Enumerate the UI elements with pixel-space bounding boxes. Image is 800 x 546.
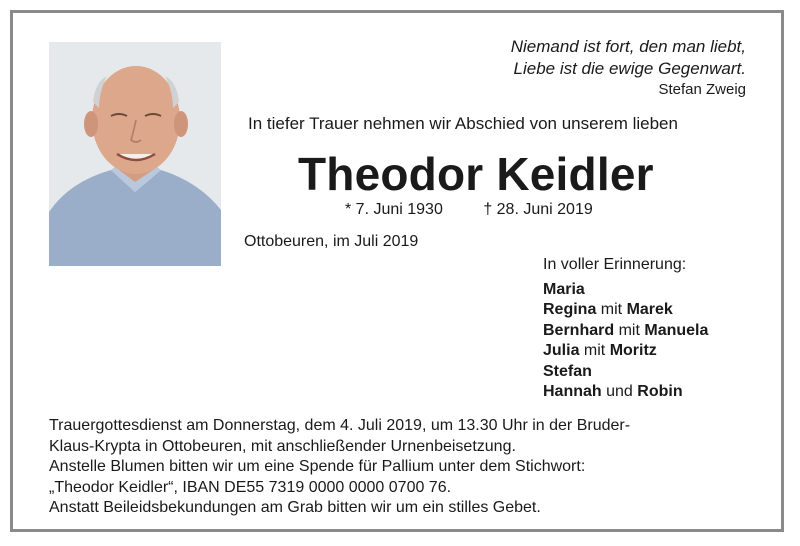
portrait-illustration: [49, 42, 221, 266]
service-line: Anstatt Beileidsbekundungen am Grab bitten wir um ein stilles Gebet.: [49, 499, 541, 516]
family-member: Hannah und Robin: [543, 383, 683, 400]
deceased-name: Theodor Keidler: [298, 148, 654, 200]
place-date: Ottobeuren, im Juli 2019: [244, 233, 419, 250]
family-member: Bernhard mit Manuela: [543, 321, 709, 339]
life-dates: [345, 201, 593, 219]
quote-block: [511, 36, 746, 100]
service-line: „Theodor Keidler“, IBAN DE55 7319 0000 0000 0700 76.: [49, 478, 452, 496]
service-line: Anstelle Blumen bitten wir um eine Spende für Pallium unter dem Stichwort:: [49, 458, 586, 475]
quote-author: Stefan Zweig: [658, 81, 746, 98]
family-heading: In voller Erinnerung:: [543, 256, 687, 273]
death-date: † 28. Juni 2019: [483, 201, 593, 218]
service-info: [49, 416, 749, 519]
quote-line-2: Liebe ist die ewige Gegenwart.: [513, 59, 746, 78]
family-block: [543, 255, 708, 403]
portrait-photo: [49, 42, 221, 266]
intro-text: In tiefer Trauer nehmen wir Abschied von unserem lieben: [248, 114, 678, 133]
family-member: Maria: [543, 280, 585, 298]
quote-line-1: Niemand ist fort, den man liebt,: [510, 37, 746, 56]
service-line: Trauergottesdienst am Donnerstag, dem 4. Juli 2019, um 13.30 Uhr in der Bruder-: [49, 417, 631, 434]
family-member: Stefan: [543, 362, 592, 380]
family-member: Regina mit Marek: [543, 301, 673, 318]
service-line: Klaus-Krypta in Ottobeuren, mit anschließender Urnenbeisetzung.: [49, 437, 516, 455]
birth-date: * 7. Juni 1930: [345, 201, 443, 218]
family-member: Julia mit Moritz: [543, 342, 657, 359]
